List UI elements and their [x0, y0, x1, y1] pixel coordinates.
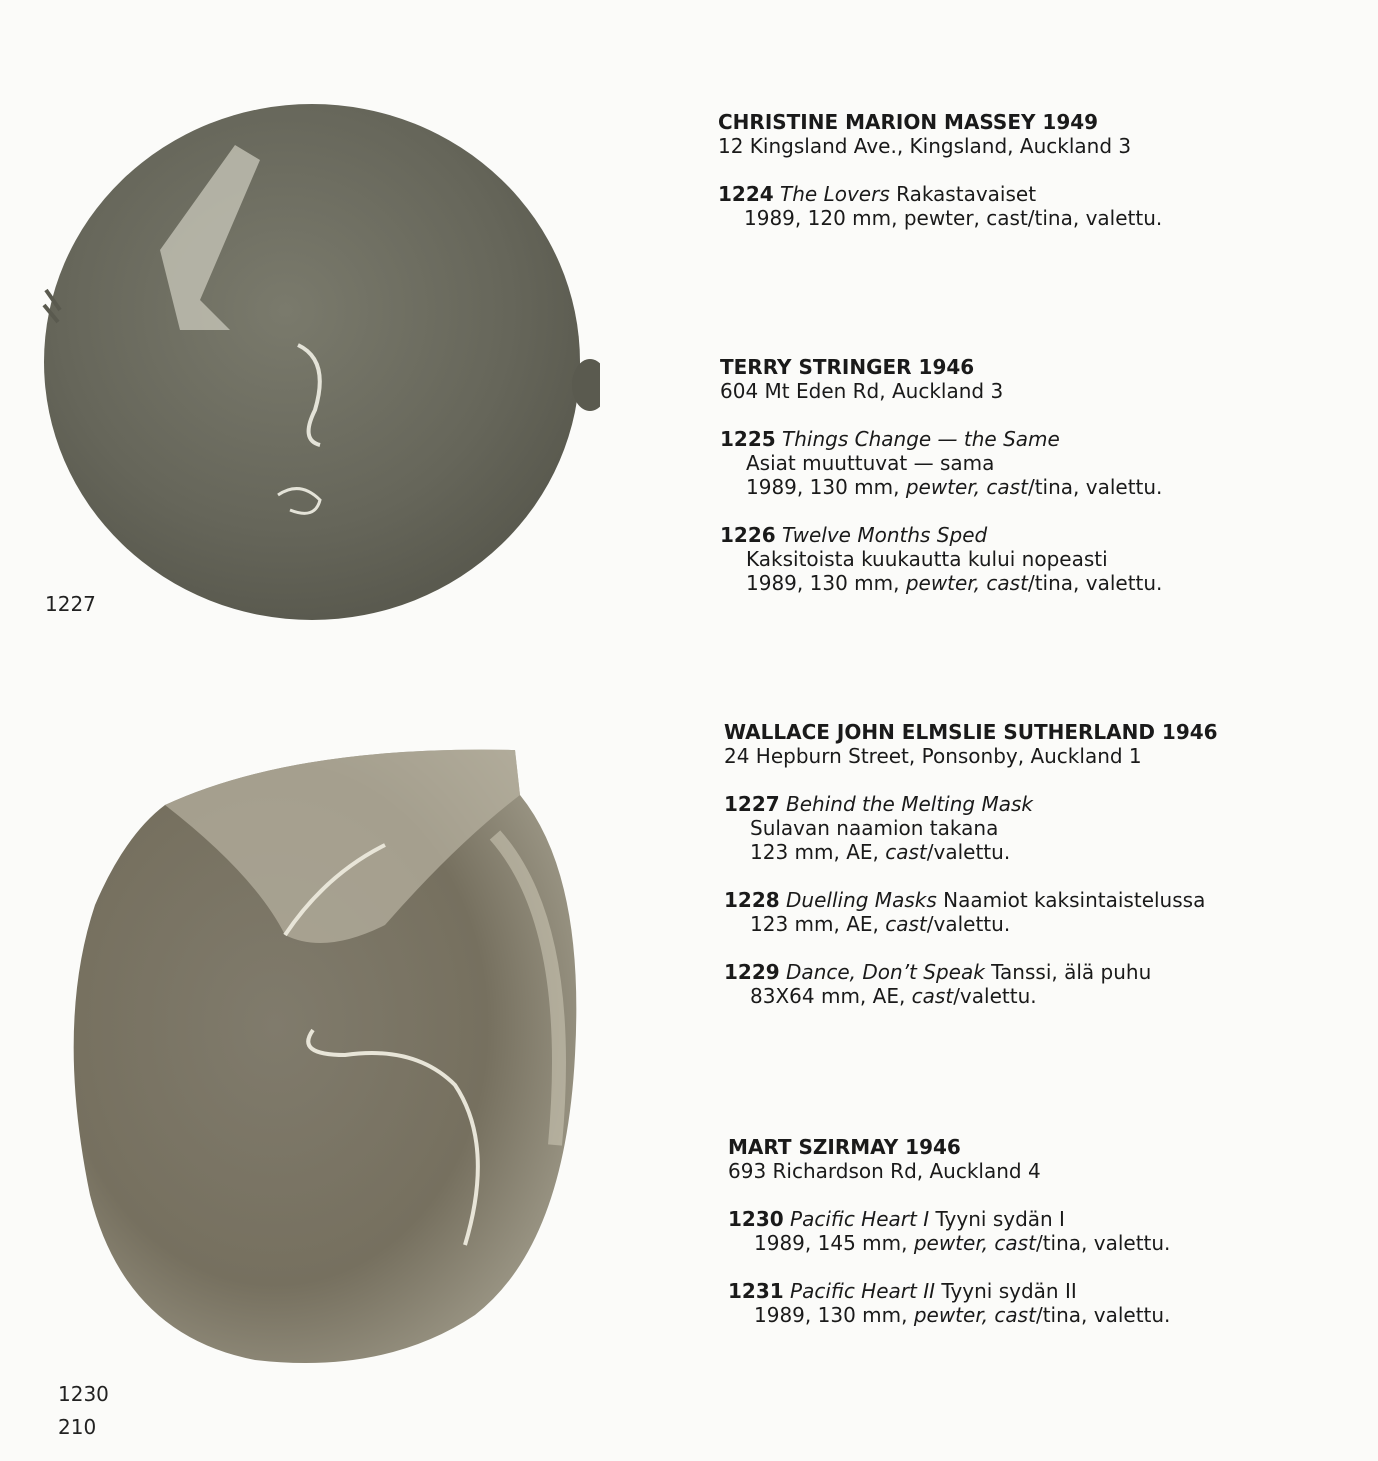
work-finnish-title: Naamiot kaksintaistelussa: [943, 888, 1206, 912]
work-finnish-title: Tyyni sydän I: [935, 1207, 1065, 1231]
work-finnish-title: Kaksitoista kuukautta kului nopeasti: [746, 547, 1108, 571]
details-text-end: /valettu.: [926, 840, 1011, 864]
page-number: 210: [58, 1415, 97, 1439]
details-text-end: /tina, valettu.: [1027, 571, 1163, 595]
artist-name: MART SZIRMAY 1946: [728, 1135, 961, 1159]
work-number: 1225: [720, 427, 776, 451]
work-finnish-title: Asiat muuttuvat — sama: [746, 451, 995, 475]
details-text-end: /tina, valettu.: [1035, 1303, 1171, 1327]
work-finnish-title: Tanssi, älä puhu: [991, 960, 1152, 984]
work-finnish-title: Sulavan naamion takana: [750, 816, 999, 840]
work-item: [728, 1207, 1170, 1255]
details-italic: pewter, cast: [905, 475, 1028, 499]
artist-entry-szirmay: [728, 1135, 1170, 1327]
work-number: 1227: [724, 792, 780, 816]
details-italic: cast: [885, 912, 927, 936]
work-number: 1231: [728, 1279, 784, 1303]
artist-entry-stringer: [720, 355, 1162, 595]
details-text-end: /tina, valettu.: [1035, 1231, 1171, 1255]
work-item: [724, 888, 1218, 936]
work-item: [720, 523, 1162, 595]
work-number: 1228: [724, 888, 780, 912]
work-title: Behind the Melting Mask: [786, 792, 1033, 816]
work-item: [728, 1279, 1170, 1327]
work-details: [728, 1303, 1170, 1327]
work-item: [724, 960, 1218, 1008]
caption-1230: 1230: [58, 1382, 109, 1406]
artist-address: 604 Mt Eden Rd, Auckland 3: [720, 379, 1004, 403]
work-number: 1229: [724, 960, 780, 984]
details-italic: pewter, cast: [905, 571, 1028, 595]
caption-1227: 1227: [45, 592, 96, 616]
work-title: Dance, Don’t Speak: [786, 960, 985, 984]
work-details: 1989, 120 mm, pewter, cast/tina, valettu.: [744, 206, 1163, 230]
details-text: 83X64 mm, AE,: [750, 984, 912, 1008]
details-italic: pewter, cast: [913, 1303, 1036, 1327]
work-title: Duelling Masks: [786, 888, 937, 912]
medal-1230-photo: [55, 725, 610, 1375]
details-text-end: /valettu.: [953, 984, 1037, 1008]
details-italic: cast: [911, 984, 954, 1008]
details-text: 1989, 130 mm,: [746, 571, 906, 595]
work-item: [720, 427, 1162, 499]
details-text: 123 mm, AE,: [750, 840, 886, 864]
work-finnish-title: Rakastavaiset: [896, 182, 1037, 206]
details-text: 1989, 130 mm,: [746, 475, 906, 499]
work-title: The Lovers: [780, 182, 890, 206]
details-italic: cast: [885, 840, 927, 864]
work-finnish-title: Tyyni sydän II: [941, 1279, 1077, 1303]
details-text-end: /valettu.: [926, 912, 1011, 936]
artist-name: CHRISTINE MARION MASSEY 1949: [718, 110, 1099, 134]
medal-1227-photo: [30, 100, 600, 620]
details-text: 1989, 145 mm,: [754, 1231, 914, 1255]
work-details: [724, 984, 1218, 1008]
work-details: [728, 1231, 1170, 1255]
details-text-end: /tina, valettu.: [1027, 475, 1163, 499]
work-title: Pacific Heart I: [790, 1207, 930, 1231]
work-number: 1224: [718, 182, 774, 206]
details-text: 1989, 130 mm,: [754, 1303, 914, 1327]
work-details: [724, 912, 1218, 936]
artist-entry-sutherland: [724, 720, 1218, 1008]
work-number: 1230: [728, 1207, 784, 1231]
work-item: [724, 792, 1218, 864]
work-title: Things Change — the Same: [782, 427, 1060, 451]
work-item: [718, 182, 1162, 230]
work-title: Pacific Heart II: [790, 1279, 935, 1303]
artist-name: WALLACE JOHN ELMSLIE SUTHERLAND 1946: [724, 720, 1218, 744]
work-details: [720, 475, 1162, 499]
artist-address: 693 Richardson Rd, Auckland 4: [728, 1159, 1041, 1183]
work-details: [720, 571, 1162, 595]
work-number: 1226: [720, 523, 776, 547]
work-title: Twelve Months Sped: [782, 523, 988, 547]
artist-address: 24 Hepburn Street, Ponsonby, Auckland 1: [724, 744, 1142, 768]
details-italic: pewter, cast: [913, 1231, 1036, 1255]
artist-address: 12 Kingsland Ave., Kingsland, Auckland 3: [718, 134, 1132, 158]
details-text: 123 mm, AE,: [750, 912, 886, 936]
work-details: [724, 840, 1218, 864]
artist-name: TERRY STRINGER 1946: [720, 355, 975, 379]
artist-entry-massey: [718, 110, 1162, 230]
